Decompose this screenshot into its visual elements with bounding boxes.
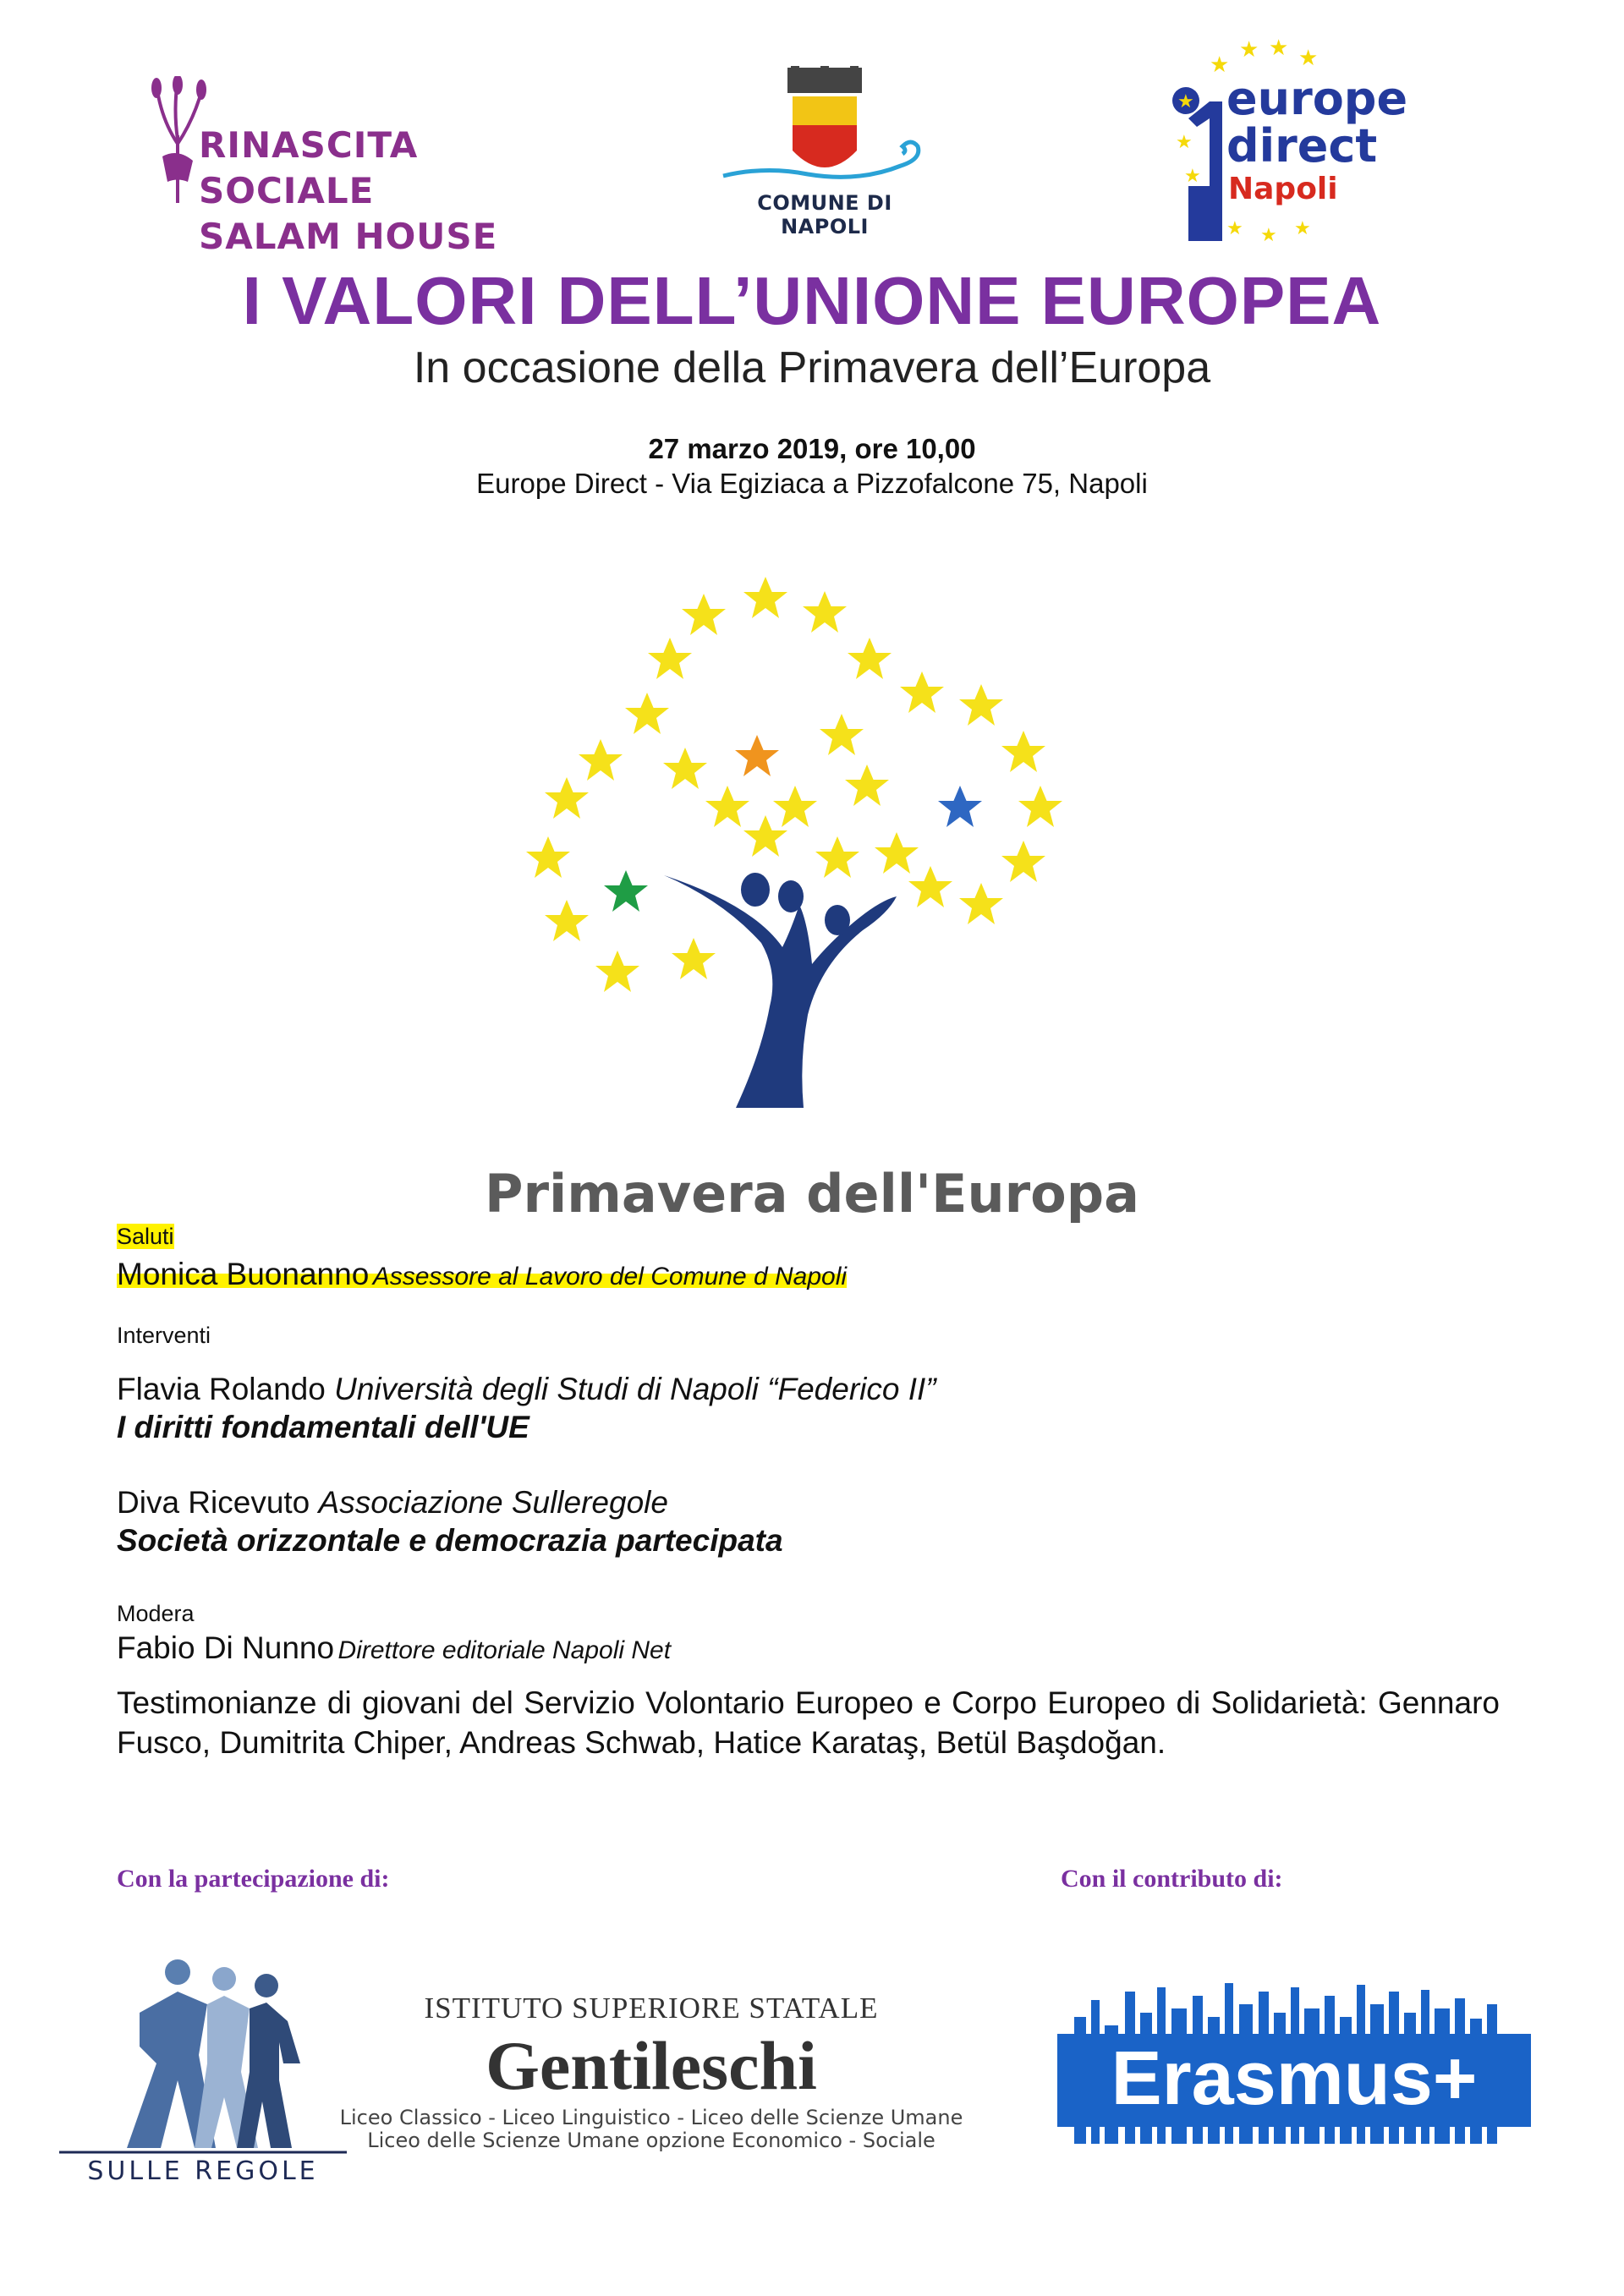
saluti-label-text: Saluti — [117, 1224, 174, 1249]
contribution-label: Con il contributo di: — [1061, 1865, 1283, 1893]
speaker-1-topic: I diritti fondamentali dell'UE — [117, 1410, 529, 1444]
svg-text:★: ★ — [1294, 217, 1311, 238]
page-subtitle: In occasione della Primavera dell’Europa — [413, 343, 1211, 392]
comune-di-napoli-logo — [715, 66, 935, 238]
speaker-2-topic: Società orizzontale e democrazia partecipata — [117, 1523, 783, 1558]
modera-label: Modera — [117, 1601, 195, 1626]
school-name: Gentileschi — [486, 2027, 817, 2104]
rinascita-sociale-logo — [144, 76, 601, 257]
testimonianze-paragraph: Testimonianze di giovani del Servizio Volontario Europeo e Corpo Europeo di Solidarietà: Gennaro Fusco, Dumitrita Chiper, Andreas Schwab, Hatice Karataş, Betül Başdoğan. — [117, 1685, 1500, 1760]
sulleregole-label: SULLE REGOLE — [87, 2156, 319, 2186]
people-group-icon — [59, 1954, 347, 2156]
page-title: I VALORI DELL’UNIONE EUROPEA — [242, 263, 1382, 338]
saluti-name: Monica Buonanno — [117, 1257, 370, 1291]
gentileschi-logo — [338, 1992, 964, 2178]
sulleregole-logo — [59, 1954, 347, 2199]
svg-text:★: ★ — [1226, 217, 1243, 238]
school-line3: Liceo Classico - Liceo Linguistico - Liceo delle Scienze Umane — [339, 2106, 963, 2129]
ed-europe: europe — [1226, 72, 1408, 125]
speaker-2-affiliation: Associazione Sulleregole — [318, 1485, 668, 1520]
school-line1: ISTITUTO SUPERIORE STATALE — [424, 1992, 879, 2025]
speaker-1-affiliation: Università degli Studi di Napoli “Federico II” — [334, 1372, 936, 1406]
svg-text:★: ★ — [1298, 45, 1319, 70]
event-venue: Europe Direct - Via Egiziaca a Pizzofalcone 75, Napoli — [476, 468, 1148, 499]
svg-text:★: ★ — [1239, 38, 1259, 62]
europe-direct-logo — [1159, 38, 1413, 245]
svg-text:★: ★ — [1176, 131, 1193, 152]
rinascita-line1: RINASCITA SOCIALE — [199, 124, 419, 211]
interventi-label: Interventi — [117, 1323, 211, 1348]
ed-direct: direct — [1226, 119, 1378, 173]
saluti-line — [117, 1257, 847, 1292]
saluti-label — [117, 1224, 174, 1250]
erasmus-label: Erasmus+ — [1111, 2036, 1478, 2121]
svg-text:★: ★ — [1269, 38, 1289, 60]
moderator-name: Fabio Di Nunno — [117, 1630, 335, 1665]
erasmus-skyline-icon — [1057, 1966, 1531, 2169]
moderator-line — [117, 1630, 671, 1666]
speaker-2 — [117, 1485, 668, 1521]
moderator-role: Direttore editoriale Napoli Net — [337, 1636, 672, 1664]
primavera-logo-label: Primavera dell'Europa — [485, 1163, 1139, 1225]
participation-label: Con la partecipazione di: — [117, 1865, 390, 1893]
saluti-role: Assessore al Lavoro del Comune d Napoli — [372, 1263, 848, 1290]
event-date: 27 marzo 2019, ore 10,00 — [648, 433, 976, 464]
tree-of-stars-icon — [508, 567, 1083, 1116]
school-line4: Liceo delle Scienze Umane opzione Economico - Sociale — [367, 2129, 935, 2152]
ed-napoli: Napoli — [1228, 172, 1338, 206]
comune-label: COMUNE DI NAPOLI — [757, 191, 892, 238]
speaker-2-name: Diva Ricevuto — [117, 1485, 310, 1520]
svg-text:★: ★ — [1260, 224, 1277, 245]
speaker-1-name: Flavia Rolando — [117, 1372, 326, 1406]
napoli-crest-icon — [715, 66, 935, 193]
svg-text:★: ★ — [1184, 165, 1201, 186]
svg-text:★: ★ — [1177, 90, 1194, 112]
erasmus-plus-logo — [1057, 1966, 1531, 2169]
speaker-1 — [117, 1372, 936, 1407]
svg-text:★: ★ — [1210, 52, 1230, 77]
primavera-tree-logo — [508, 567, 1083, 1116]
rinascita-line2: SALAM HOUSE — [199, 216, 498, 257]
